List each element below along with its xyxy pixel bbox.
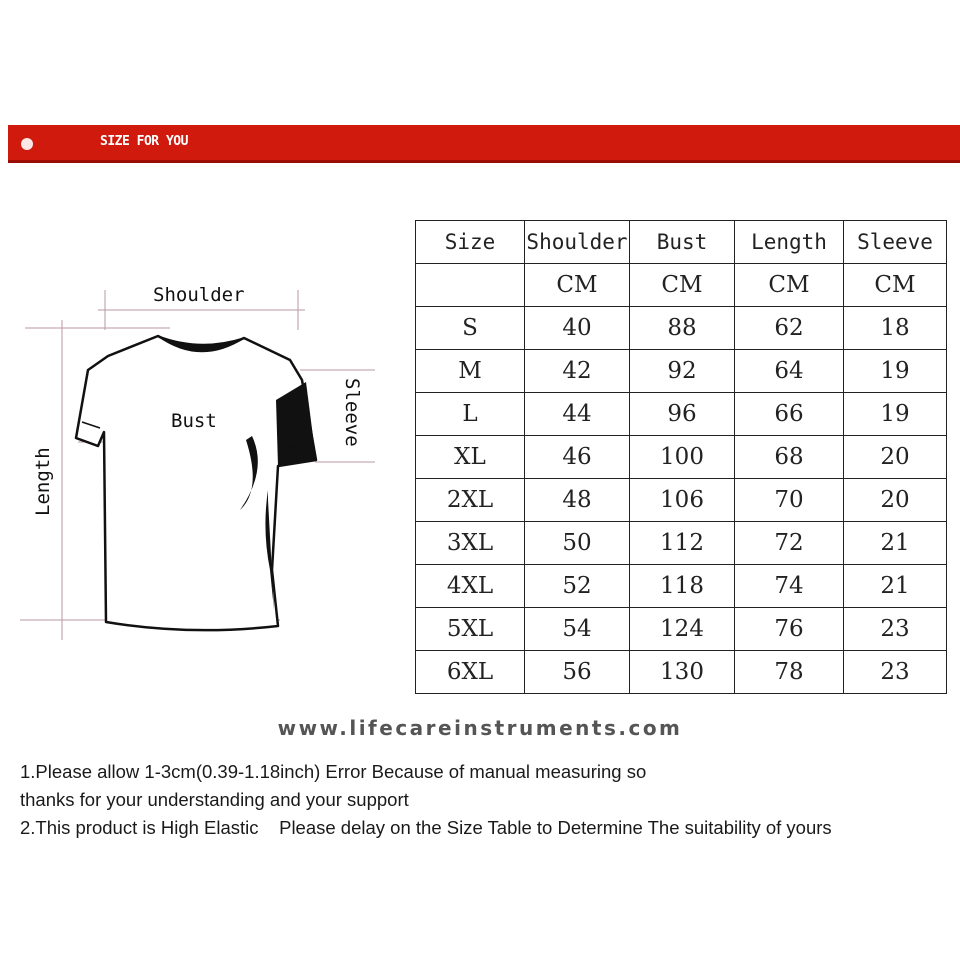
- banner-title: SIZE FOR YOU: [100, 134, 188, 149]
- table-row: [416, 608, 947, 651]
- bust-cell: 88: [630, 307, 735, 350]
- length-cell: 72: [735, 522, 844, 565]
- shoulder-cell: 42: [525, 350, 630, 393]
- bust-cell: 130: [630, 651, 735, 694]
- size-cell: L: [416, 393, 525, 436]
- sleeve-cell: 21: [844, 565, 947, 608]
- header-shoulder: Shoulder: [525, 221, 630, 264]
- unit-cell: CM: [735, 264, 844, 307]
- website-url: www.lifecareinstruments.com: [277, 716, 683, 740]
- unit-cell: CM: [525, 264, 630, 307]
- size-cell: S: [416, 307, 525, 350]
- length-cell: 78: [735, 651, 844, 694]
- table-row: [416, 479, 947, 522]
- table-row: [416, 350, 947, 393]
- table-row: [416, 307, 947, 350]
- sleeve-cell: 21: [844, 522, 947, 565]
- shoulder-label: Shoulder: [153, 284, 245, 306]
- shoulder-cell: 52: [525, 565, 630, 608]
- header-sleeve: Sleeve: [844, 221, 947, 264]
- bullet-dot-icon: [21, 138, 33, 150]
- bust-cell: 96: [630, 393, 735, 436]
- unit-cell: CM: [630, 264, 735, 307]
- bust-cell: 92: [630, 350, 735, 393]
- notes-block: [20, 758, 832, 842]
- unit-cell: CM: [844, 264, 947, 307]
- length-cell: 62: [735, 307, 844, 350]
- table-row: [416, 651, 947, 694]
- size-cell: 2XL: [416, 479, 525, 522]
- length-cell: 66: [735, 393, 844, 436]
- shoulder-cell: 48: [525, 479, 630, 522]
- table-row: [416, 565, 947, 608]
- length-cell: 70: [735, 479, 844, 522]
- size-cell: 4XL: [416, 565, 525, 608]
- sleeve-cell: 20: [844, 479, 947, 522]
- size-chart-table: [415, 220, 947, 694]
- bust-label: Bust: [171, 410, 217, 432]
- length-cell: 68: [735, 436, 844, 479]
- size-cell: 6XL: [416, 651, 525, 694]
- sleeve-cell: 23: [844, 608, 947, 651]
- size-cell: M: [416, 350, 525, 393]
- sleeve-cell: 19: [844, 393, 947, 436]
- shoulder-cell: 46: [525, 436, 630, 479]
- bust-cell: 118: [630, 565, 735, 608]
- bust-cell: 106: [630, 479, 735, 522]
- table-row: [416, 393, 947, 436]
- header-bust: Bust: [630, 221, 735, 264]
- table-row: [416, 522, 947, 565]
- sleeve-cell: 19: [844, 350, 947, 393]
- sleeve-cell: 20: [844, 436, 947, 479]
- table-row: [416, 436, 947, 479]
- header-size: Size: [416, 221, 525, 264]
- length-cell: 76: [735, 608, 844, 651]
- tshirt-diagram: [0, 270, 400, 650]
- length-label: Length: [32, 447, 54, 516]
- shoulder-cell: 54: [525, 608, 630, 651]
- sleeve-cell: 18: [844, 307, 947, 350]
- length-cell: 74: [735, 565, 844, 608]
- sleeve-label: Sleeve: [341, 378, 363, 447]
- sleeve-cell: 23: [844, 651, 947, 694]
- table-header-row: [416, 221, 947, 264]
- shoulder-cell: 44: [525, 393, 630, 436]
- unit-cell: [416, 264, 525, 307]
- note-1-line-1: 1.Please allow 1-3cm(0.39-1.18inch) Error Because of manual measuring so: [20, 761, 647, 782]
- header-length: Length: [735, 221, 844, 264]
- bust-cell: 112: [630, 522, 735, 565]
- bust-cell: 100: [630, 436, 735, 479]
- size-cell: 3XL: [416, 522, 525, 565]
- tshirt-icon: [76, 336, 316, 630]
- size-cell: 5XL: [416, 608, 525, 651]
- length-cell: 64: [735, 350, 844, 393]
- note-1-line-2: thanks for your understanding and your support: [20, 789, 409, 810]
- shoulder-cell: 50: [525, 522, 630, 565]
- note-2: 2.This product is High Elastic Please delay on the Size Table to Determine The suitability of yours: [20, 817, 832, 838]
- size-cell: XL: [416, 436, 525, 479]
- table-unit-row: [416, 264, 947, 307]
- shoulder-cell: 40: [525, 307, 630, 350]
- section-banner: [8, 125, 960, 163]
- shoulder-cell: 56: [525, 651, 630, 694]
- bust-cell: 124: [630, 608, 735, 651]
